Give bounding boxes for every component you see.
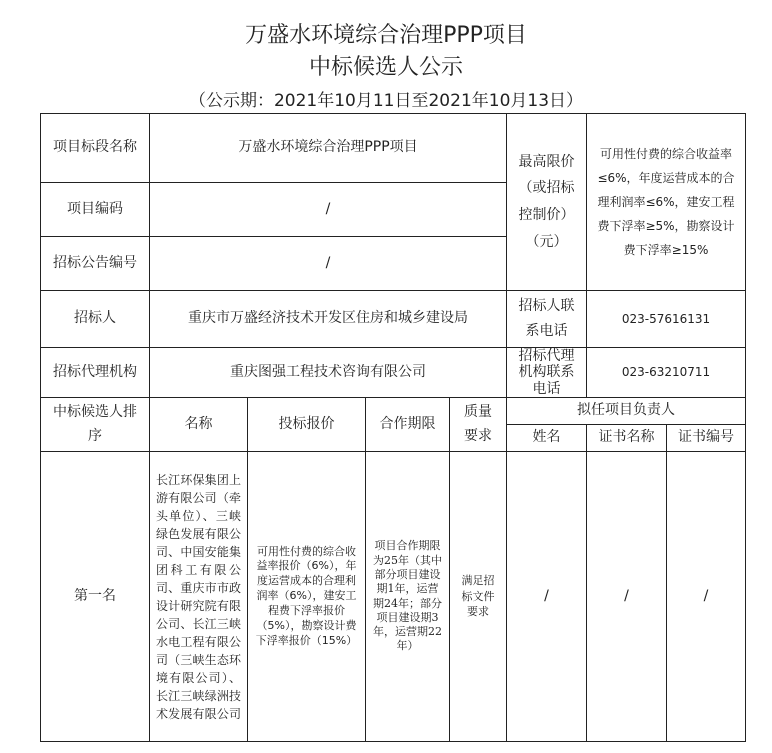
- agency-phone-label: 招标代理机构联系电话: [507, 348, 587, 398]
- max-price-value: 可用性付费的综合收益率≤6%，年度运营成本的合理利润率≤6%，建安工程费下浮率≥5%，勘察设计费下浮率≥15%: [587, 114, 746, 291]
- page-title: 万盛水环境综合治理PPP项目: [245, 23, 527, 48]
- project-name-value: 万盛水环境综合治理PPP项目: [150, 114, 507, 183]
- pm-header: 拟任项目负责人: [507, 398, 746, 425]
- tenderer-value: 重庆市万盛经济技术开发区住房和城乡建设局: [150, 291, 507, 348]
- agency-label: 招标代理机构: [41, 348, 150, 398]
- max-price-label: 最高限价（或招标控制价）（元）: [507, 114, 587, 291]
- candidate-name: 长江环保集团上游有限公司（牵头单位）、三峡绿色发展有限公司、中国安能集团科工有限公司、重庆市市政设计研究院有限公司、长江三峡水电工程有限公司（三峡生态环境有限公司）、长江三峡绿洲技术发展有限公司: [150, 452, 248, 742]
- project-code-label: 项目编码: [41, 183, 150, 237]
- project-name-label: 项目标段名称: [41, 114, 150, 183]
- candidate-rank: 第一名: [41, 452, 150, 742]
- candidate-period: 项目合作期限为25年（其中部分项目建设期1年，运营期24年；部分项目建设期3年，运营期22年）: [366, 452, 450, 742]
- candidate-quality: 满足招标文件要求: [450, 452, 507, 742]
- cert-name-header: 证书名称: [587, 425, 667, 452]
- publicity-period: （公示期：2021年10月11日至2021年10月13日）: [188, 91, 584, 111]
- project-code-value: /: [150, 183, 507, 237]
- rank-header: 中标候选人排序: [41, 398, 150, 452]
- agency-phone-value: 023-63210711: [587, 348, 746, 398]
- agency-value: 重庆图强工程技术咨询有限公司: [150, 348, 507, 398]
- name-header: 名称: [150, 398, 248, 452]
- candidate-cert-no: /: [667, 452, 746, 742]
- period-header: 合作期限: [366, 398, 450, 452]
- tenderer-phone-value: 023-57616131: [587, 291, 746, 348]
- candidate-bid-price: 可用性付费的综合收益率报价（6%），年度运营成本的合理利润率（6%），建安工程费下浮率报价（5%），勘察设计费下浮率报价（15%）: [248, 452, 366, 742]
- notice-no-label: 招标公告编号: [41, 237, 150, 291]
- page-subtitle: 中标候选人公示: [308, 55, 463, 80]
- tenderer-phone-label: 招标人联系电话: [507, 291, 587, 348]
- notice-no-value: /: [150, 237, 507, 291]
- table-row: [41, 452, 746, 742]
- tenderer-label: 招标人: [41, 291, 150, 348]
- cert-no-header: 证书编号: [667, 425, 746, 452]
- bid-price-header: 投标报价: [248, 398, 366, 452]
- pm-name-header: 姓名: [507, 425, 587, 452]
- candidate-pm-name: /: [507, 452, 587, 742]
- candidate-cert-name: /: [587, 452, 667, 742]
- quality-header: 质量要求: [450, 398, 507, 452]
- bid-candidate-table: [40, 113, 746, 742]
